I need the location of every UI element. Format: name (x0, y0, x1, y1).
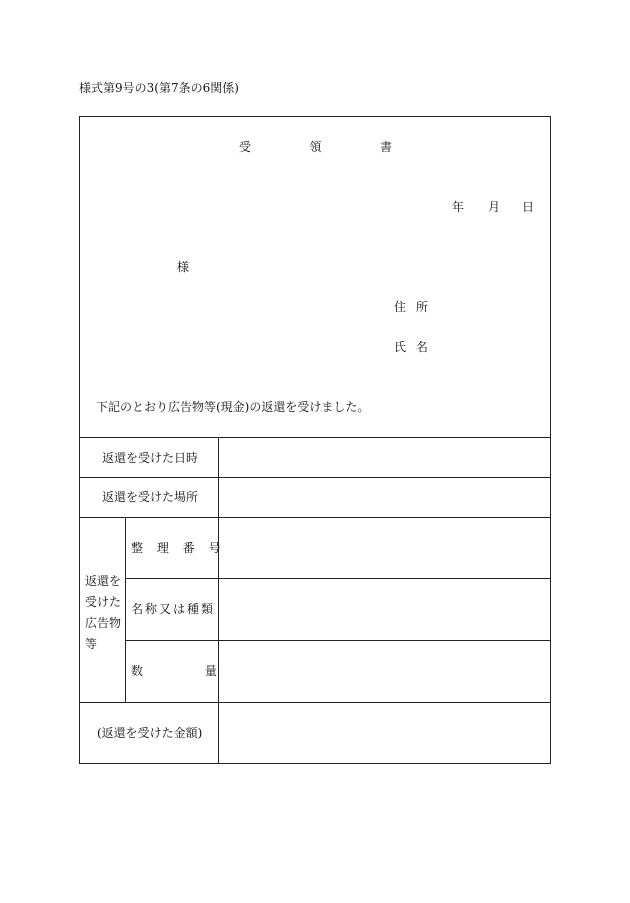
quantity-label: 数 量 (131, 664, 217, 678)
form-number: 様式第9号の3(第7条の6関係) (79, 81, 239, 95)
group-label-line-4: 等 (85, 637, 98, 651)
row-rule-1 (79, 477, 551, 478)
title-char-3: 書 (379, 140, 392, 154)
group-column-divider (125, 517, 126, 702)
table-top-rule (79, 437, 551, 438)
name-or-type-field[interactable] (220, 580, 550, 639)
title-char-1: 受 (239, 140, 252, 154)
group-label-line-3: 広告物 (85, 616, 122, 630)
name-or-type-label: 名称又は種類 (131, 602, 216, 616)
row-rule-3 (79, 702, 551, 703)
title-char-2: 領 (309, 140, 322, 154)
label-column-divider (218, 437, 219, 764)
reference-number-label: 整 理 番 号 (131, 541, 221, 555)
statement-text: 下記のとおり広告物等(現金)の返還を受けました。 (96, 400, 370, 414)
group-label-line-1: 返還を (85, 574, 122, 588)
name-label: 氏 名 (394, 340, 428, 354)
addressee-suffix: 様 (177, 260, 190, 274)
sub-row-rule-2 (125, 640, 551, 641)
row-rule-2 (79, 517, 551, 518)
address-label: 住 所 (394, 300, 428, 314)
returned-amount-field[interactable] (220, 704, 550, 763)
date-month: 月 (488, 200, 501, 214)
returned-amount-label: (返還を受けた金額) (97, 726, 203, 740)
reference-number-field[interactable] (220, 519, 550, 577)
returned-place-label: 返還を受けた場所 (102, 490, 199, 504)
returned-items-group-label (85, 571, 121, 655)
returned-place-field[interactable] (220, 479, 550, 516)
sub-row-rule-1 (125, 578, 551, 579)
returned-datetime-label: 返還を受けた日時 (102, 451, 199, 465)
group-label-line-2: 受けた (85, 595, 122, 609)
date-year: 年 (452, 200, 465, 214)
quantity-field[interactable] (220, 642, 550, 701)
returned-datetime-field[interactable] (220, 439, 550, 476)
document-title (239, 141, 392, 153)
date-day: 日 (522, 200, 535, 214)
